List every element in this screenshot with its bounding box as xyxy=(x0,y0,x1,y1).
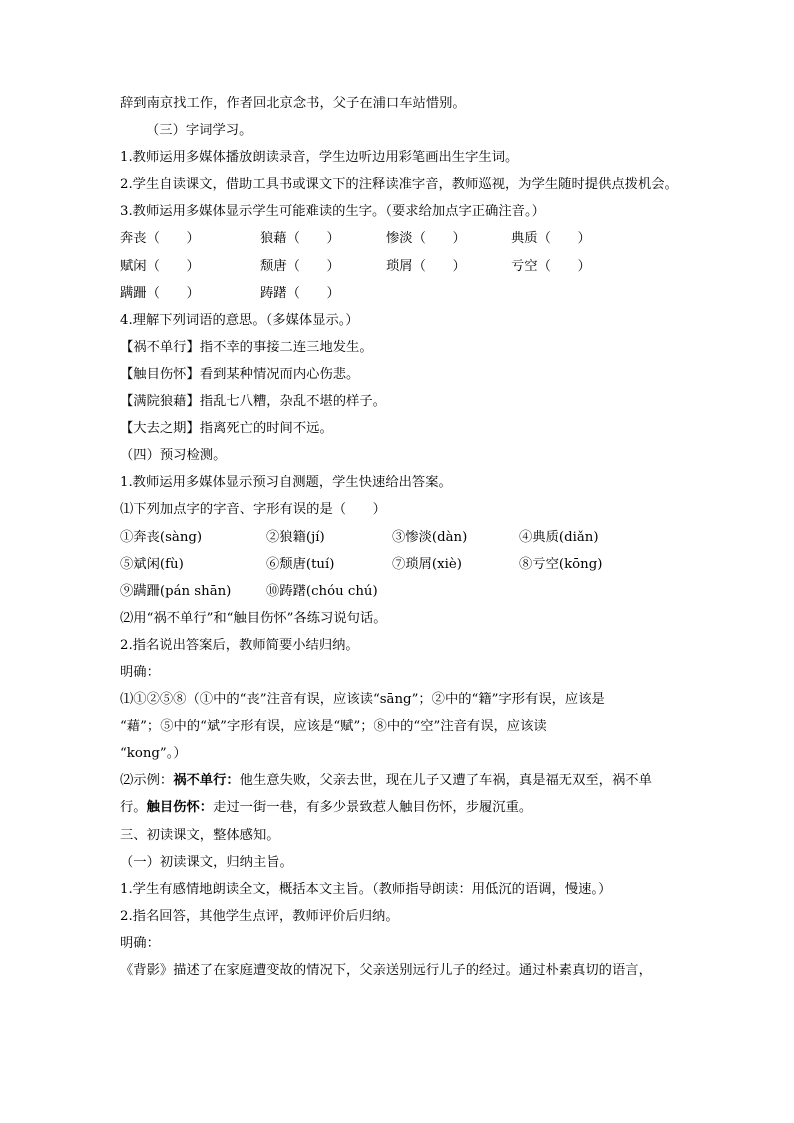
quiz-question: ⑵用“祸不单行”和“触目伤怀”各练习说句话。 xyxy=(120,610,387,626)
quiz-options-row xyxy=(120,551,680,578)
quiz-option: ⑨蹒跚(pán shān) xyxy=(120,583,232,599)
text-line: 3.教师运用多媒体显示学生可能难读的生字。（要求给加点字正确注音。） xyxy=(120,204,545,220)
quiz-question: ⑴下列加点字的字音、字形有误的是（ ） xyxy=(120,502,386,518)
text-line: 2.指名说出答案后，教师简要小结归纳。 xyxy=(120,637,359,653)
section-heading: （一）初读课文，归纳主旨。 xyxy=(120,854,293,870)
answer-example-line xyxy=(120,794,680,821)
example-term: 触目伤怀： xyxy=(146,800,214,816)
quiz-option: ③惨淡(dàn) xyxy=(392,529,468,545)
quiz-option: ②狼籍(jí) xyxy=(266,529,325,545)
example-text: 走过一街一巷，有多少景致惹人触目伤怀，步履沉重。 xyxy=(213,800,533,816)
text-line: 1.教师运用多媒体显示预习自测题，学生快速给出答案。 xyxy=(120,475,452,491)
document-page xyxy=(120,90,680,984)
pinyin-item: 赋闲（ ） xyxy=(120,258,200,274)
vocab-entry: 【触目伤怀】看到某种情况而内心伤悲。 xyxy=(120,366,360,382)
quiz-option: ④典质(diǎn) xyxy=(519,529,599,545)
answer-line: ⑴①②⑤⑧（①中的“丧”注音有误，应该读“sāng”；②中的“籍”字形有误，应该是 xyxy=(120,692,605,708)
quiz-option: ⑦琐屑(xiè) xyxy=(392,556,462,572)
pinyin-item: 惨淡（ ） xyxy=(386,231,466,247)
pinyin-item: 狼藉（ ） xyxy=(260,231,340,247)
pinyin-item: 踌躇（ ） xyxy=(260,285,340,301)
quiz-option: ①奔丧(sàng) xyxy=(120,529,203,545)
vocab-entry: 【祸不单行】指不幸的事接二连三地发生。 xyxy=(120,339,373,355)
pinyin-row xyxy=(120,253,680,280)
section-heading: （四）预习检测。 xyxy=(120,448,227,464)
text-line: 4.理解下列词语的意思。（多媒体显示。） xyxy=(120,312,359,328)
quiz-option: ⑧亏空(kōng) xyxy=(519,556,603,572)
quiz-options-row xyxy=(120,524,680,551)
example-text: 他生意失败，父亲去世，现在儿子又遭了车祸，真是福无双至，祸不单 xyxy=(239,773,652,789)
text-line: 1.学生有感情地朗读全文，概括本文主旨。（教师指导朗读：用低沉的语调，慢速。） xyxy=(120,881,612,897)
pinyin-item: 琐屑（ ） xyxy=(386,258,466,274)
clarify-label: 明确： xyxy=(120,935,160,951)
vocab-entry: 【满院狼藉】指乱七八糟，杂乱不堪的样子。 xyxy=(120,394,386,410)
pinyin-item: 奔丧（ ） xyxy=(120,231,200,247)
example-prefix: ⑵示例： xyxy=(120,773,174,789)
text-line: 《背影》描述了在家庭遭变故的情况下，父亲送别远行儿子的经过。通过朴素真切的语言， xyxy=(120,963,652,978)
pinyin-row xyxy=(120,225,680,252)
answer-line: “kong”。） xyxy=(120,746,187,762)
text-line: 辞到南京找工作，作者回北京念书，父子在浦口车站惜别。 xyxy=(120,96,466,111)
section-heading: （三）字词学习。 xyxy=(146,123,253,139)
vocab-entry: 【大去之期】指离死亡的时间不远。 xyxy=(120,421,333,437)
example-text: 行。 xyxy=(120,800,147,816)
quiz-options-row xyxy=(120,578,680,605)
answer-example-line xyxy=(120,767,680,794)
quiz-option: ⑥颓唐(tuí) xyxy=(266,556,335,572)
pinyin-item: 颓唐（ ） xyxy=(260,258,340,274)
text-line: 2.指名回答，其他学生点评，教师评价后归纳。 xyxy=(120,908,399,924)
text-line: 2.学生自读课文，借助工具书或课文下的注释读准字音，教师巡视，为学生随时提供点拨机会。 xyxy=(120,177,678,193)
section-heading: 三、初读课文，整体感知。 xyxy=(120,827,280,843)
answer-line: “藉”；⑤中的“斌”字形有误，应该是“赋”；⑧中的“空”注音有误，应该读 xyxy=(120,719,547,735)
quiz-option: ⑤斌闲(fù) xyxy=(120,556,184,572)
pinyin-item: 亏空（ ） xyxy=(511,258,591,274)
pinyin-row xyxy=(120,280,680,307)
text-line: 1.教师运用多媒体播放朗读录音，学生边听边用彩笔画出生字生词。 xyxy=(120,150,519,166)
example-term: 祸不单行： xyxy=(173,773,240,789)
pinyin-item: 蹒跚（ ） xyxy=(120,285,200,301)
clarify-label: 明确： xyxy=(120,664,160,680)
quiz-option: ⑩踌躇(chóu chú) xyxy=(266,583,378,599)
pinyin-item: 典质（ ） xyxy=(511,231,591,247)
